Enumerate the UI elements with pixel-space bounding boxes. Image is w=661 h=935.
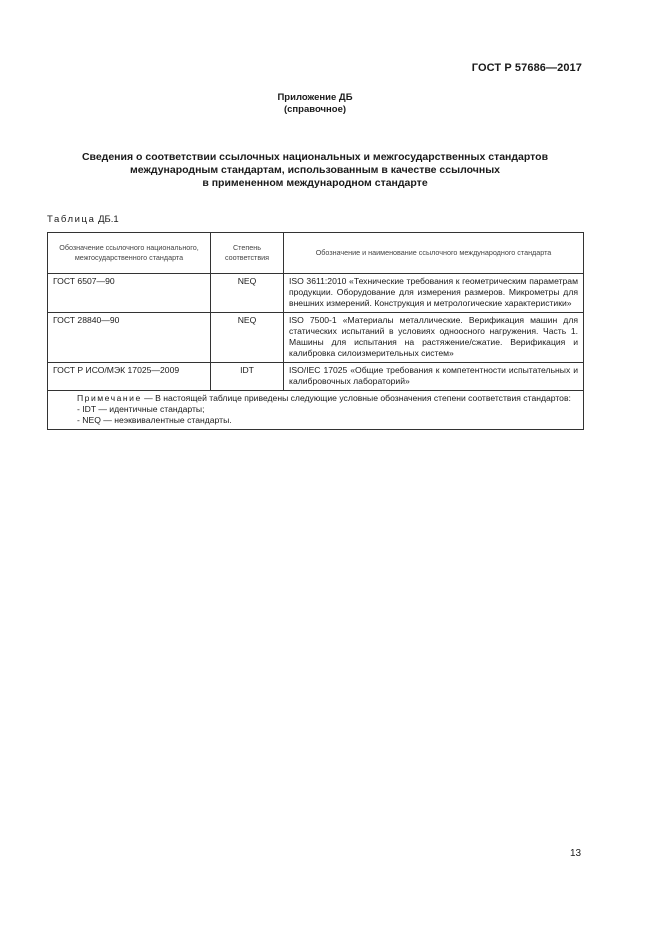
- table-note-row: [48, 391, 584, 430]
- table-row: [48, 363, 584, 391]
- section-title-line: в примененном международном стандарте: [202, 177, 428, 189]
- cell-degree: NEQ: [211, 313, 284, 363]
- note-label: Примечание: [77, 393, 142, 403]
- cell-degree: IDT: [211, 363, 284, 391]
- note-item-neq: - NEQ — неэквивалентные стандарты.: [77, 415, 232, 425]
- cell-international-standard: ISO/IEC 17025 «Общие требования к компетентности испытательных и калибровочных лабораторий»: [284, 363, 584, 391]
- cell-international-standard: ISO 3611:2010 «Технические требования к геометрическим параметрам продукции. Оборудование для измерения размеров. Микрометры для внешних измерений. Конструкция и метрологические характеристики»: [284, 274, 584, 313]
- section-title-line: международным стандартам, использованным в качестве ссылочных: [129, 164, 500, 176]
- note-body: — В настоящей таблице приведены следующие условные обозначения степени соответствия стандартов:: [141, 393, 571, 403]
- cell-national-standard: ГОСТ 6507—90: [48, 274, 211, 313]
- reference-table: [47, 232, 584, 430]
- cell-national-standard: ГОСТ 28840—90: [48, 313, 211, 363]
- section-title-line: Сведения о соответствии ссылочных национальных и межгосударственных стандартов: [81, 151, 549, 163]
- page-number: 13: [570, 848, 582, 859]
- header-degree: Степень соответствия: [211, 233, 284, 274]
- appendix-subtitle: (справочное): [283, 104, 347, 115]
- table-caption: [47, 214, 119, 225]
- appendix-title: Приложение ДБ: [277, 92, 353, 103]
- table-row: [48, 274, 584, 313]
- table-caption-label: Таблица: [47, 214, 96, 225]
- note-item-idt: - IDT — идентичные стандарты;: [77, 404, 205, 414]
- cell-national-standard: ГОСТ Р ИСО/МЭК 17025—2009: [48, 363, 211, 391]
- cell-degree: NEQ: [211, 274, 284, 313]
- appendix-heading: [0, 92, 630, 116]
- note-text: [53, 393, 578, 404]
- table-row: [48, 313, 584, 363]
- cell-international-standard: ISO 7500-1 «Материалы металлические. Верификация машин для статических испытаний в условиях одноосного нагружения. Часть 1. Машины для испытания на растяжение/сжатие. Верификация и калибровка силоизмерительных систем»: [284, 313, 584, 363]
- table-header-row: [48, 233, 584, 274]
- table-note: [48, 391, 584, 430]
- table-caption-number: ДБ.1: [95, 214, 119, 225]
- document-code: ГОСТ Р 57686—2017: [471, 62, 582, 74]
- section-title: [30, 151, 600, 190]
- header-international-standard: Обозначение и наименование ссылочного международного стандарта: [284, 233, 584, 274]
- header-national-standard: Обозначение ссылочного национального, межгосударственного стандарта: [48, 233, 211, 274]
